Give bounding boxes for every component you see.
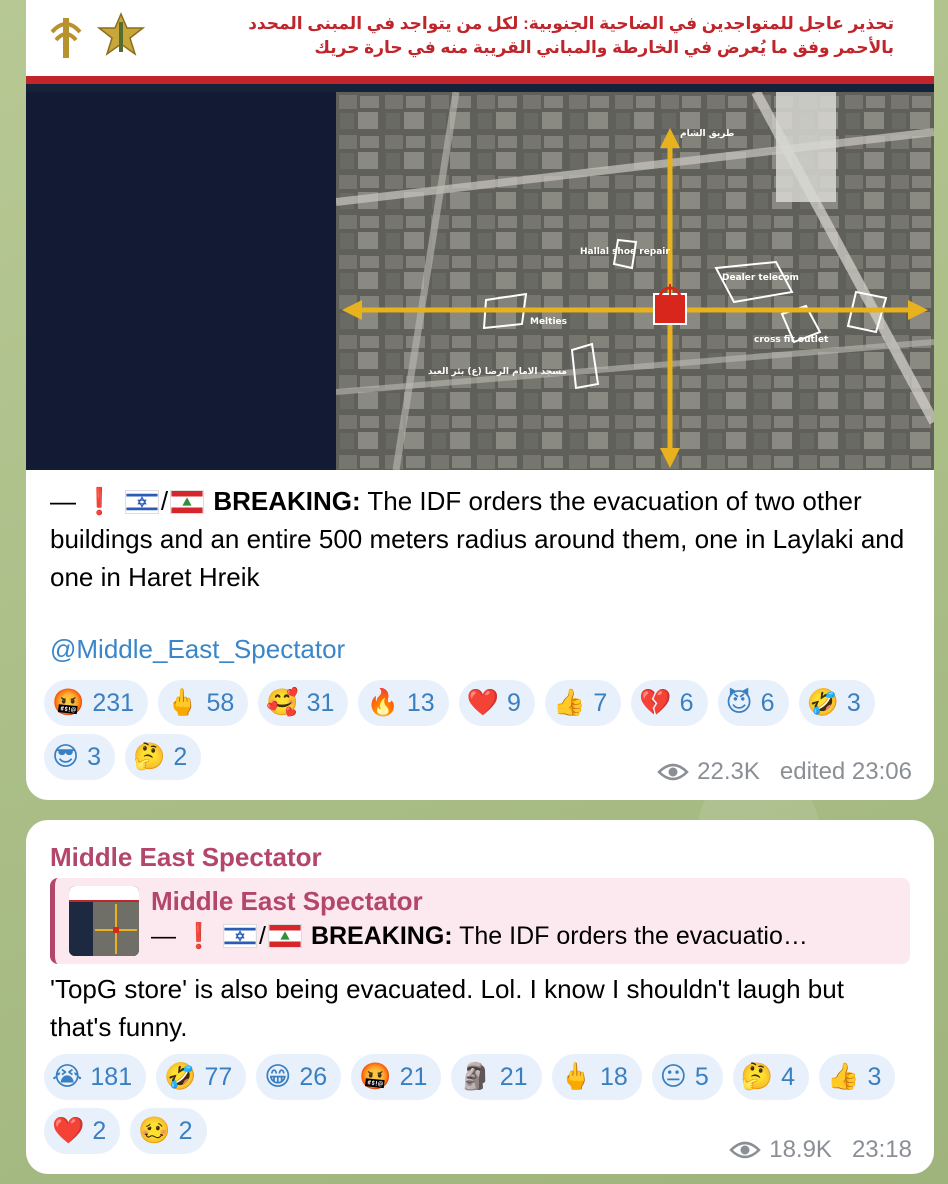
reaction-emoji-icon: 😈 (725, 688, 753, 718)
view-count: 22.3K (697, 758, 760, 785)
reaction-count: 77 (204, 1062, 233, 1091)
reply-thumbnail (69, 886, 139, 956)
evacuation-map-image[interactable] (26, 0, 934, 470)
views-eye-icon (657, 762, 689, 782)
author-name[interactable]: Middle East Spectator (50, 842, 322, 872)
message-text (50, 482, 910, 596)
reaction-emoji-icon: 🥴 (138, 1116, 171, 1146)
reaction-emoji-icon: 👍 (827, 1062, 860, 1092)
reaction-emoji-icon: 🤣 (164, 1062, 197, 1092)
reaction-emoji-icon: 🥰 (266, 688, 299, 718)
emblem-icon (48, 12, 84, 62)
map-label-mosque: مسجد الامام الرضا (ع) بئر العبد (428, 367, 567, 377)
image-header (26, 0, 934, 84)
reaction-emoji-icon: 🤬 (359, 1062, 392, 1092)
reaction-count: 58 (206, 688, 235, 717)
reaction-emoji-icon: 😎 (52, 742, 80, 772)
message-meta (729, 1136, 912, 1164)
message-text: 'TopG store' is also being evacuated. Lol. I know I shouldn't laugh but that's funny. (50, 974, 844, 1042)
reaction-emoji-icon: 🖕 (166, 688, 199, 718)
reaction-count: 31 (306, 688, 335, 717)
reaction-count: 18 (599, 1062, 628, 1091)
reaction-count: 9 (507, 688, 521, 717)
reply-breaking-label: BREAKING: (310, 922, 453, 950)
reaction-chip[interactable] (799, 680, 875, 726)
reply-thumbnail-image (69, 886, 139, 956)
reaction-emoji-icon: 😁 (264, 1062, 292, 1092)
reaction-emoji-icon: 🤔 (133, 742, 166, 772)
reaction-emoji-icon: 🤣 (806, 688, 839, 718)
reaction-count: 3 (867, 1062, 882, 1091)
flag-separator: / (160, 486, 169, 516)
lebanon-flag-icon (268, 924, 302, 948)
reply-prefix: — (151, 922, 183, 950)
reaction-chip[interactable] (256, 1054, 341, 1100)
israel-flag-icon (125, 490, 159, 514)
reaction-count: 13 (406, 688, 435, 717)
edited-timestamp: edited 23:06 (779, 758, 912, 785)
reaction-chip[interactable] (44, 734, 115, 780)
reaction-count: 2 (173, 742, 188, 771)
reaction-emoji-icon: ❤️ (466, 688, 500, 718)
reaction-emoji-icon: 😐 (659, 1062, 687, 1092)
message-timestamp: 23:18 (851, 1136, 912, 1163)
reaction-count: 4 (781, 1062, 796, 1091)
reply-author-name: Middle East Spectator (151, 886, 423, 916)
views-eye-icon (729, 1140, 761, 1160)
reaction-emoji-icon: 🤬 (52, 688, 85, 718)
reaction-chip[interactable] (156, 1054, 246, 1100)
reaction-count: 6 (760, 688, 775, 717)
reaction-chip[interactable] (358, 680, 448, 726)
reaction-chip[interactable] (459, 680, 535, 726)
lebanon-flag-icon (170, 490, 204, 514)
message-meta (657, 758, 912, 786)
text-prefix: — (50, 486, 84, 516)
map-label-hallal: Hallal shoe repair (580, 247, 670, 257)
exclamation-icon: ❗ (182, 922, 215, 950)
map-label-road: طريق الشام (680, 129, 735, 139)
reaction-count: 6 (679, 688, 694, 717)
reaction-emoji-icon: 🔥 (366, 688, 399, 718)
header-line-1: تحذير عاجل للمتواجدين في الضاحية الجنوبية: لكل من يتواجد في المبنى المحدد (248, 14, 894, 33)
reaction-count: 7 (593, 688, 608, 717)
reaction-chip[interactable] (44, 680, 148, 726)
reaction-emoji-icon: 😭 (52, 1062, 83, 1092)
satellite-map (336, 92, 934, 470)
reaction-count: 3 (846, 688, 861, 717)
message-bubble-2[interactable] (26, 820, 934, 1174)
reaction-count: 2 (92, 1116, 107, 1145)
reaction-count: 21 (399, 1062, 428, 1091)
flag-separator: / (259, 922, 266, 950)
reaction-chip[interactable] (819, 1054, 895, 1100)
exclamation-icon: ❗ (83, 486, 116, 516)
reaction-count: 3 (87, 742, 102, 771)
reply-quote[interactable] (50, 878, 910, 964)
reaction-chip[interactable] (125, 734, 201, 780)
reaction-chip[interactable] (631, 680, 707, 726)
header-line-2: بالأحمر وفق ما يُعرض في الخارطة والمباني القريبة منه في حارة حريك (314, 38, 894, 57)
reaction-chip[interactable] (258, 680, 348, 726)
reaction-chip[interactable] (130, 1108, 206, 1154)
reply-preview-text (151, 922, 891, 951)
reaction-emoji-icon: 🖕 (559, 1062, 592, 1092)
reaction-count: 181 (90, 1062, 133, 1091)
reaction-chip[interactable] (351, 1054, 441, 1100)
reaction-count: 5 (694, 1062, 709, 1091)
idf-emblems (48, 12, 148, 62)
reaction-emoji-icon: 🤔 (740, 1062, 774, 1092)
reaction-chip[interactable] (652, 1054, 723, 1100)
reaction-chip[interactable] (552, 1054, 642, 1100)
reaction-chip[interactable] (545, 680, 621, 726)
reaction-count: 26 (299, 1062, 328, 1091)
reaction-emoji-icon: ❤️ (52, 1116, 85, 1146)
message-bubble-1[interactable] (26, 0, 934, 800)
reaction-emoji-icon: 💔 (639, 688, 672, 718)
map-label-melties: Melties (530, 317, 567, 327)
channel-mention-link[interactable]: @Middle_East_Spectator (50, 634, 346, 664)
map-label-crossfit: cross fit outlet (754, 335, 829, 345)
reaction-count: 21 (499, 1062, 528, 1091)
reaction-chip[interactable] (733, 1054, 809, 1100)
reaction-chip[interactable] (44, 1054, 146, 1100)
map-label-dealer: Dealer telecom (722, 273, 799, 283)
reaction-emoji-icon: 🗿 (459, 1062, 492, 1092)
message-body: The IDF orders the evacuation of two other buildings and an entire 500 meters radius around them, one in Laylaki and one in Haret Hreik (50, 486, 905, 592)
breaking-label: BREAKING: (213, 486, 361, 516)
view-count: 18.9K (769, 1136, 832, 1163)
reaction-chip[interactable] (451, 1054, 541, 1100)
reaction-chip[interactable] (44, 1108, 120, 1154)
reply-body: The IDF orders the evacuatio… (452, 922, 808, 950)
warning-panel (26, 92, 336, 470)
reaction-count: 231 (92, 688, 135, 717)
reaction-count: 2 (178, 1116, 193, 1145)
reaction-chip[interactable] (158, 680, 248, 726)
israel-flag-icon (223, 924, 257, 948)
reaction-chip[interactable] (718, 680, 789, 726)
reaction-emoji-icon: 👍 (552, 688, 586, 718)
